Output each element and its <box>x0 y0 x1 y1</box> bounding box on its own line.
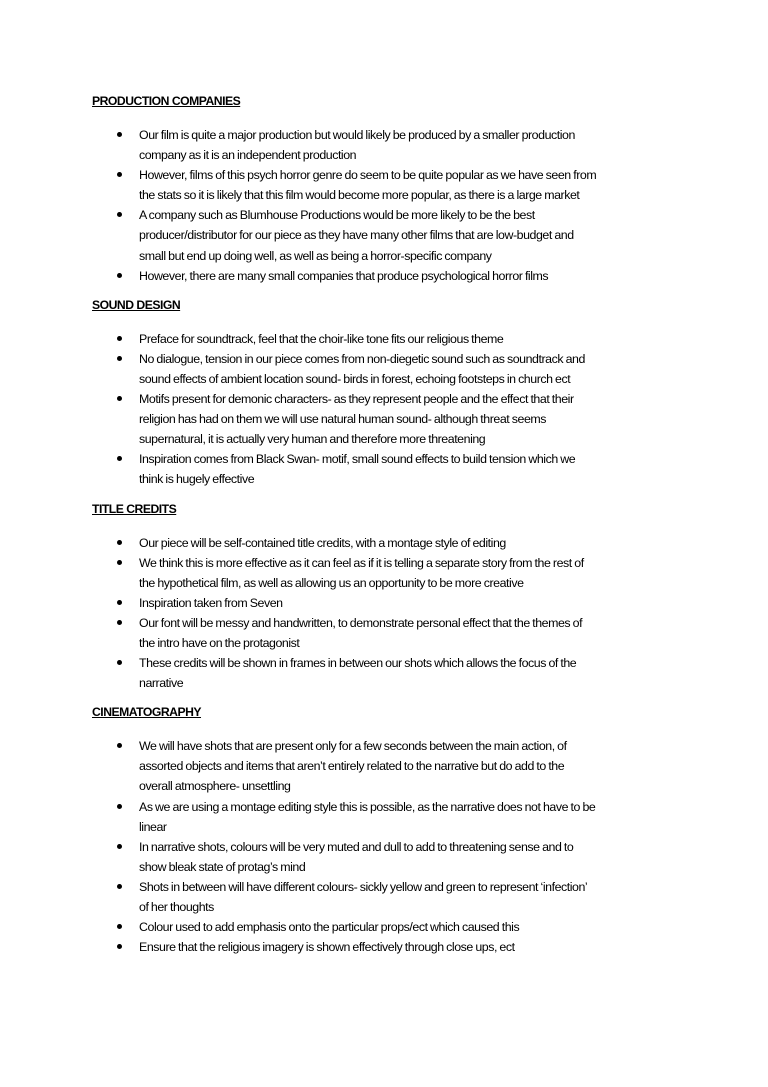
bullet-icon <box>117 560 122 565</box>
list-item-text: No dialogue, tension in our piece comes from non-diegetic sound such as soundtrack and sound effects of ambient location sound- birds in forest, echoing footsteps in church ect <box>139 351 585 386</box>
list-item-text: Colour used to add emphasis onto the particular props/ect which caused this <box>139 920 520 935</box>
bullet-icon <box>117 743 122 748</box>
list-item <box>92 877 682 917</box>
list-item-text: Motifs present for demonic characters- as they represent people and the effect that their religion has had on them we will use natural human sound- although threat seems supernatural, it is actually very human and therefore more threatening <box>139 392 574 447</box>
list-item-text: Preface for soundtrack, feel that the choir-like tone fits our religious theme <box>139 331 504 346</box>
list-item-text: We will have shots that are present only for a few seconds between the main action, of assorted objects and items that aren’t entirely related to the narrative but do add to the overall atmosphere- unsettling <box>139 739 567 794</box>
list-item <box>92 736 682 796</box>
bullet-icon <box>117 172 122 177</box>
list-item-text: Inspiration comes from Black Swan- motif, small sound effects to build tension which we think is hugely effective <box>139 452 576 487</box>
list-item <box>92 593 682 613</box>
list-item-text: Inspiration taken from Seven <box>139 595 283 610</box>
list-item <box>92 389 682 449</box>
list-item-text: We think this is more effective as it can feel as if it is telling a separate story from the rest of the hypothetical film, as well as allowing us an opportunity to be more creative <box>139 555 584 590</box>
bullet-icon <box>117 944 122 949</box>
bullet-icon <box>117 804 122 809</box>
section-heading: CINEMATOGRAPHY <box>92 705 202 720</box>
list-item-text: Our font will be messy and handwritten, to demonstrate personal effect that the themes of the intro have on the protagonist <box>139 615 583 650</box>
list-item <box>92 329 682 349</box>
section-title-credits <box>92 500 682 694</box>
bullet-list <box>92 329 682 490</box>
list-item <box>92 349 682 389</box>
bullet-list <box>92 533 682 694</box>
list-item <box>92 653 682 693</box>
section-sound-design <box>92 296 682 490</box>
bullet-list <box>92 736 682 957</box>
list-item <box>92 533 682 553</box>
bullet-icon <box>117 356 122 361</box>
bullet-icon <box>117 540 122 545</box>
list-item <box>92 266 682 286</box>
list-item-text: A company such as Blumhouse Productions would be more likely to be the best producer/distributor for our piece as they have many other films that are low-budget and small but end up doing well, as well as being a horror-specific company <box>139 208 574 263</box>
list-item-text: Our piece will be self-contained title credits, with a montage style of editing <box>139 535 506 550</box>
list-item-text: Ensure that the religious imagery is shown effectively through close ups, ect <box>139 940 515 955</box>
list-item <box>92 553 682 593</box>
bullet-icon <box>117 396 122 401</box>
bullet-icon <box>117 600 122 605</box>
bullet-icon <box>117 844 122 849</box>
list-item-text: However, there are many small companies that produce psychological horror films <box>139 268 549 283</box>
section-heading: SOUND DESIGN <box>92 297 181 312</box>
list-item <box>92 937 682 957</box>
bullet-icon <box>117 924 122 929</box>
section-heading: PRODUCTION COMPANIES <box>92 94 241 108</box>
list-item <box>92 613 682 653</box>
section-heading: TITLE CREDITS <box>92 501 177 516</box>
list-item <box>92 165 682 205</box>
list-item-text: In narrative shots, colours will be very muted and dull to add to threatening sense and to show bleak state of protag’s mind <box>139 839 574 874</box>
list-item <box>92 917 682 937</box>
bullet-list <box>92 125 682 286</box>
list-item <box>92 125 682 165</box>
bullet-icon <box>117 336 122 341</box>
list-item <box>92 205 682 265</box>
bullet-icon <box>117 884 122 889</box>
section-production-companies <box>92 92 682 286</box>
list-item-text: As we are using a montage editing style this is possible, as the narrative does not have to be linear <box>139 799 596 834</box>
section-cinematography <box>92 703 682 957</box>
bullet-icon <box>117 620 122 625</box>
list-item-text: These credits will be shown in frames in between our shots which allows the focus of the narrative <box>139 656 577 691</box>
list-item-text: Shots in between will have different colours- sickly yellow and green to represent ‘infection’ of her thoughts <box>139 879 588 914</box>
list-item <box>92 797 682 837</box>
bullet-icon <box>117 456 122 461</box>
bullet-icon <box>117 132 122 137</box>
list-item <box>92 837 682 877</box>
list-item-text: However, films of this psych horror genre do seem to be quite popular as we have seen from the stats so it is likely that this film would become more popular, as there is a large market <box>139 168 597 203</box>
list-item-text: Our film is quite a major production but would likely be produced by a smaller production company as it is an independent production <box>139 128 575 163</box>
list-item <box>92 449 682 489</box>
document-page <box>92 92 682 967</box>
bullet-icon <box>117 660 122 665</box>
bullet-icon <box>117 212 122 217</box>
bullet-icon <box>117 273 122 278</box>
